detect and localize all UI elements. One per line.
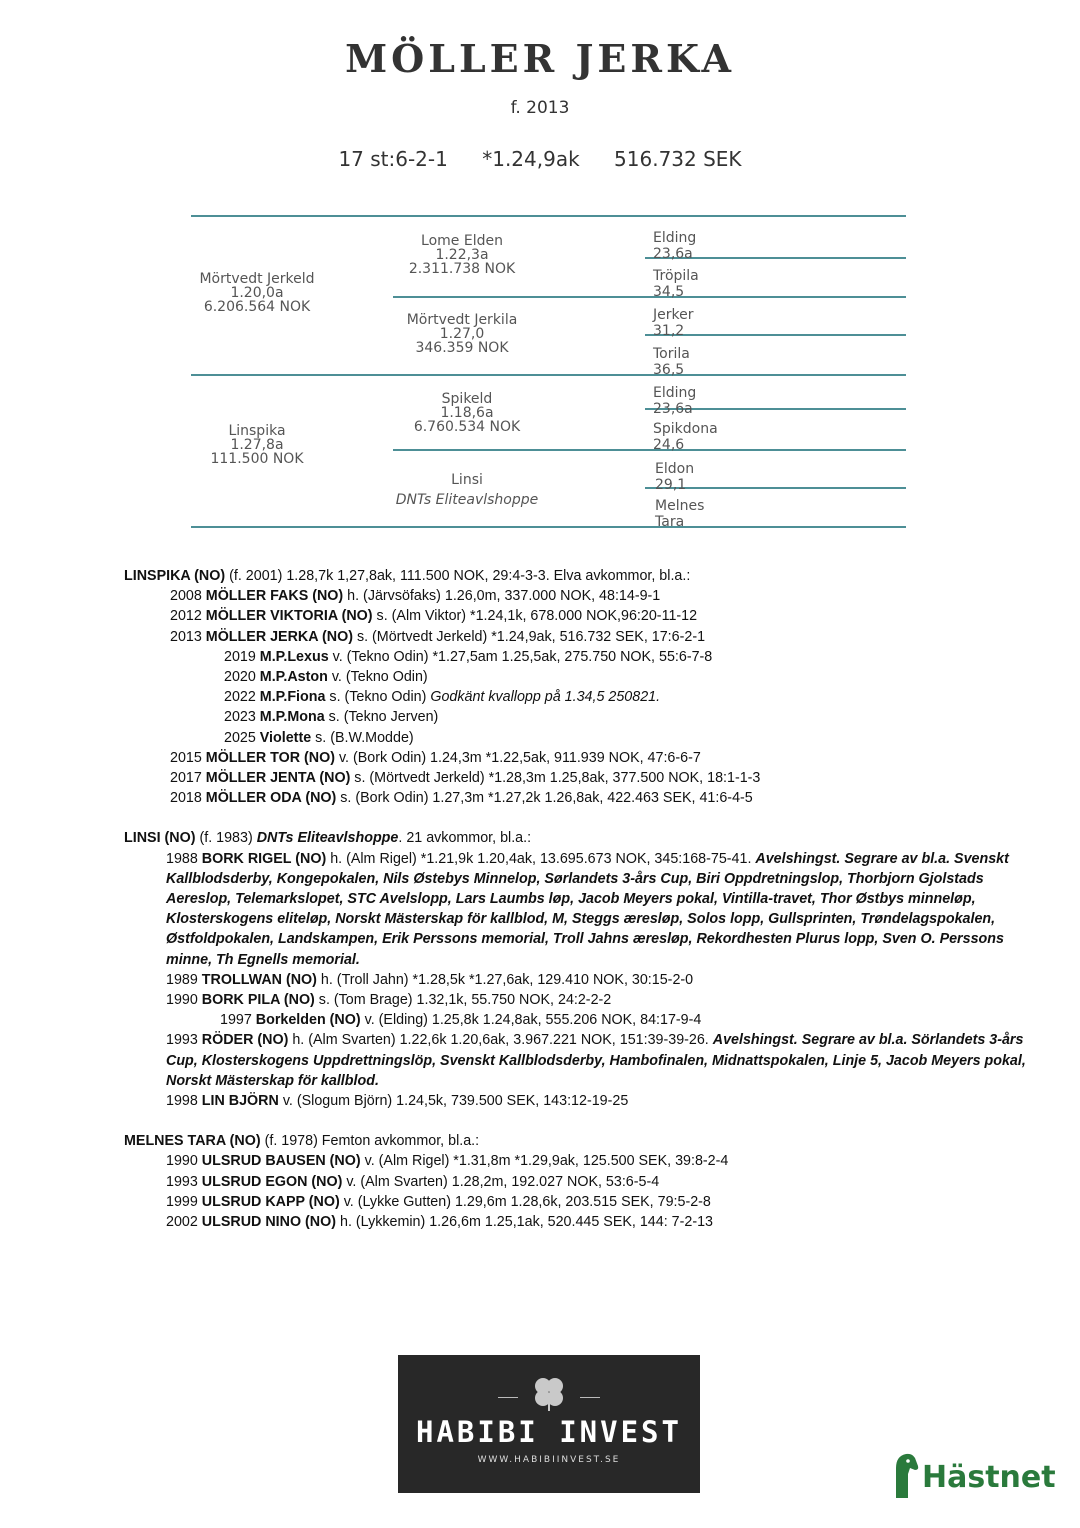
sire-sire-money: 2.311.738 NOK <box>408 261 516 277</box>
dam-time: 1.27,8a <box>230 437 284 453</box>
best-time: *1.24,9ak <box>482 147 580 171</box>
dam-dam-name: Linsi <box>451 472 483 488</box>
offspring-row: 1988 BORK RIGEL (NO) h. (Alm Rigel) *1.21,9k 1.20,4ak, 13.695.673 NOK, 345:168-75-41. Avelshingst. Segrare av bl.a. Svenskt Kallblodsderby, Kongepokalen, Nils Østebys Minnelop, Sørlandets 3-års Cup, Biri Oppdretningslop, Thorbjorn Gjolstads Aereslop, Telemarkslopet, STC Avelslopp, Lars Laumbs løp, Jacob Meyers pokal, Vintilla-travet, Thor Østbys minneløp, Klosterskogens eliteløp, Norskt Mästerskap för kallblod, M, Steggs æresløp, Solos lopp, Gullsprinten, Trøndelagspokalen, Østfoldpokalen, Landskampen, Erik Perssons memorial, Troll Jahns æresløp, Rekordhesten Plurus lopp, Sven O. Perssons minne, Th Egnells memorial. <box>166 850 1009 968</box>
offspring-row: 1993 ULSRUD EGON (NO) v. (Alm Svarten) 1.28,2m, 192.027 NOK, 53:6-5-4 <box>166 1173 660 1190</box>
offspring-row: 1998 LIN BJÖRN v. (Slogum Björn) 1.24,5k, 739.500 SEK, 143:12-19-25 <box>166 1093 629 1110</box>
pedigree-divider <box>393 296 906 298</box>
brand-url: WWW.HABIBIINVEST.SE <box>477 1455 621 1465</box>
dam-sire-time: 1.18,6a <box>440 405 494 421</box>
offspring-row: 2019 M.P.Lexus v. (Tekno Odin) *1.27,5am 1.25,5ak, 275.750 NOK, 55:6-7-8 <box>224 648 713 665</box>
offspring-row: 2017 MÖLLER JENTA (NO) s. (Mörtvedt Jerkeld) *1.28,3m 1.25,8ak, 377.500 NOK, 18:1-1-3 <box>170 770 761 787</box>
grandparent-cell: Torila 36,5 <box>653 346 690 378</box>
sire-dam-time: 1.27,0 <box>439 326 485 342</box>
pedigree-divider <box>191 215 906 217</box>
dam-sire-money: 6.760.534 NOK <box>413 419 521 435</box>
offspring-row: 2012 MÖLLER VIKTORIA (NO) s. (Alm Viktor) *1.24,1k, 678.000 NOK,96:20-11-12 <box>170 608 698 625</box>
offspring-row: 1997 Borkelden (NO) v. (Elding) 1.25,8k 1.24,8ak, 555.206 NOK, 84:17-9-4 <box>220 1012 702 1029</box>
linsi-heading: LINSI (NO) (f. 1983) DNTs Eliteavlshoppe. 21 avkommor, bl.a.: <box>124 830 532 847</box>
logo-dash <box>498 1397 518 1398</box>
sire-dam-name: Mörtvedt Jerkila <box>406 312 518 328</box>
habibi-invest-logo <box>398 1355 700 1493</box>
total-earnings: 516.732 SEK <box>614 147 742 171</box>
grandparent-cell: Spikdona 24,6 <box>653 421 718 453</box>
offspring-row: 1990 BORK PILA (NO) s. (Tom Brage) 1.32,1k, 55.750 NOK, 24:2-2-2 <box>166 992 612 1009</box>
birth-year: f. 2013 <box>510 98 570 118</box>
melnes-heading: MELNES TARA (NO) (f. 1978) Femton avkommor, bl.a.: <box>124 1133 480 1150</box>
sire-dam-money: 346.359 NOK <box>415 340 509 356</box>
grandparent-cell: Elding 23,6a <box>653 385 697 417</box>
partner-name: Hästnet <box>922 1460 1056 1495</box>
grandparent-cell: Melnes Tara <box>655 498 705 530</box>
clover-icon <box>529 1373 569 1413</box>
offspring-row: 2002 ULSRUD NINO (NO) h. (Lykkemin) 1.26,6m 1.25,1ak, 520.445 SEK, 144: 7-2-13 <box>166 1214 713 1231</box>
grandparent-cell: Jerker 31,2 <box>653 307 694 339</box>
offspring-row: 2008 MÖLLER FAKS (NO) h. (Järvsöfaks) 1.26,0m, 337.000 NOK, 48:14-9-1 <box>170 588 661 605</box>
brand-name: HABIBI INVEST <box>416 1415 682 1449</box>
grandparent-cell: Elding 23,6a <box>653 230 697 262</box>
sire-name: Mörtvedt Jerkeld <box>199 271 315 287</box>
starts-record: 17 st:6-2-1 <box>338 147 448 171</box>
sire-dam-cell <box>393 313 531 355</box>
dam-sire-name: Spikeld <box>441 391 493 407</box>
race-stats <box>0 147 1080 171</box>
offspring-row: 2013 MÖLLER JERKA (NO) s. (Mörtvedt Jerkeld) *1.24,9ak, 516.732 SEK, 17:6-2-1 <box>170 628 706 645</box>
dam-dam-cell <box>393 470 541 510</box>
offspring-row: 2020 M.P.Aston v. (Tekno Odin) <box>224 669 428 686</box>
dam-name: Linspika <box>228 423 286 439</box>
offspring-row: 1990 ULSRUD BAUSEN (NO) v. (Alm Rigel) *1.31,8m *1.29,9ak, 125.500 SEK, 39:8-2-4 <box>166 1153 729 1170</box>
offspring-row: 2015 MÖLLER TOR (NO) v. (Bork Odin) 1.24,3m *1.22,5ak, 911.939 NOK, 47:6-6-7 <box>170 749 701 766</box>
offspring-row: 2023 M.P.Mona s. (Tekno Jerven) <box>224 709 439 726</box>
sire-money: 6.206.564 NOK <box>203 299 311 315</box>
offspring-row: 2022 M.P.Fiona s. (Tekno Odin) Godkänt kvallopp på 1.34,5 250821. <box>224 689 661 706</box>
grandparent-cell: Eldon 29,1 <box>655 461 695 493</box>
logo-dash <box>580 1397 600 1398</box>
dam-money: 111.500 NOK <box>210 451 304 467</box>
offspring-row: 1999 ULSRUD KAPP (NO) v. (Lykke Gutten) 1.29,6m 1.28,6k, 203.515 SEK, 79:5-2-8 <box>166 1193 711 1210</box>
linspika-heading: LINSPIKA (NO) (f. 2001) 1.28,7k 1,27,8ak, 111.500 NOK, 29:4-3-3. Elva avkommor, bl.a.: <box>124 568 691 584</box>
dam-dam-note: DNTs Eliteavlshoppe <box>395 492 539 508</box>
pedigree-divider <box>393 449 906 451</box>
offspring-row: 1989 TROLLWAN (NO) h. (Troll Jahn) *1.28,5k *1.27,6ak, 129.410 NOK, 30:15-2-0 <box>166 971 694 988</box>
dam-cell <box>191 424 323 466</box>
horse-name-title: MÖLLER JERKA <box>345 36 735 81</box>
offspring-row: 2025 Violette s. (B.W.Modde) <box>224 729 414 746</box>
hastnet-logo <box>890 1452 1060 1504</box>
sire-time: 1.20,0a <box>230 285 284 301</box>
horse-head-icon <box>890 1452 920 1500</box>
offspring-text <box>124 566 1034 1232</box>
sire-cell <box>191 272 323 314</box>
pedigree-divider <box>191 374 906 376</box>
dam-sire-cell <box>393 392 541 434</box>
sire-sire-name: Lome Elden <box>421 233 503 249</box>
grandparent-cell: Tröpila 34,5 <box>653 268 699 300</box>
pedigree-divider <box>191 526 906 528</box>
offspring-row: 2018 MÖLLER ODA (NO) s. (Bork Odin) 1.27,3m *1.27,2k 1.26,8ak, 422.463 SEK, 41:6-4-5 <box>170 790 753 807</box>
offspring-row: 1993 RÖDER (NO) h. (Alm Svarten) 1.22,6k 1.20,6ak, 3.967.221 NOK, 151:39-39-26. Avelshingst. Segrare av bl.a. Sörlandets 3-års Cup, Klosterskogens Uppdrettningslöp, Svenskt Kallblodsderby, Hambofinalen, Midnattspokalen, Linje 5, Jacob Meyers pokal, Norskt Mästerskap för kallblod. <box>166 1032 1026 1089</box>
sire-sire-cell <box>393 234 531 276</box>
sire-sire-time: 1.22,3a <box>435 247 489 263</box>
